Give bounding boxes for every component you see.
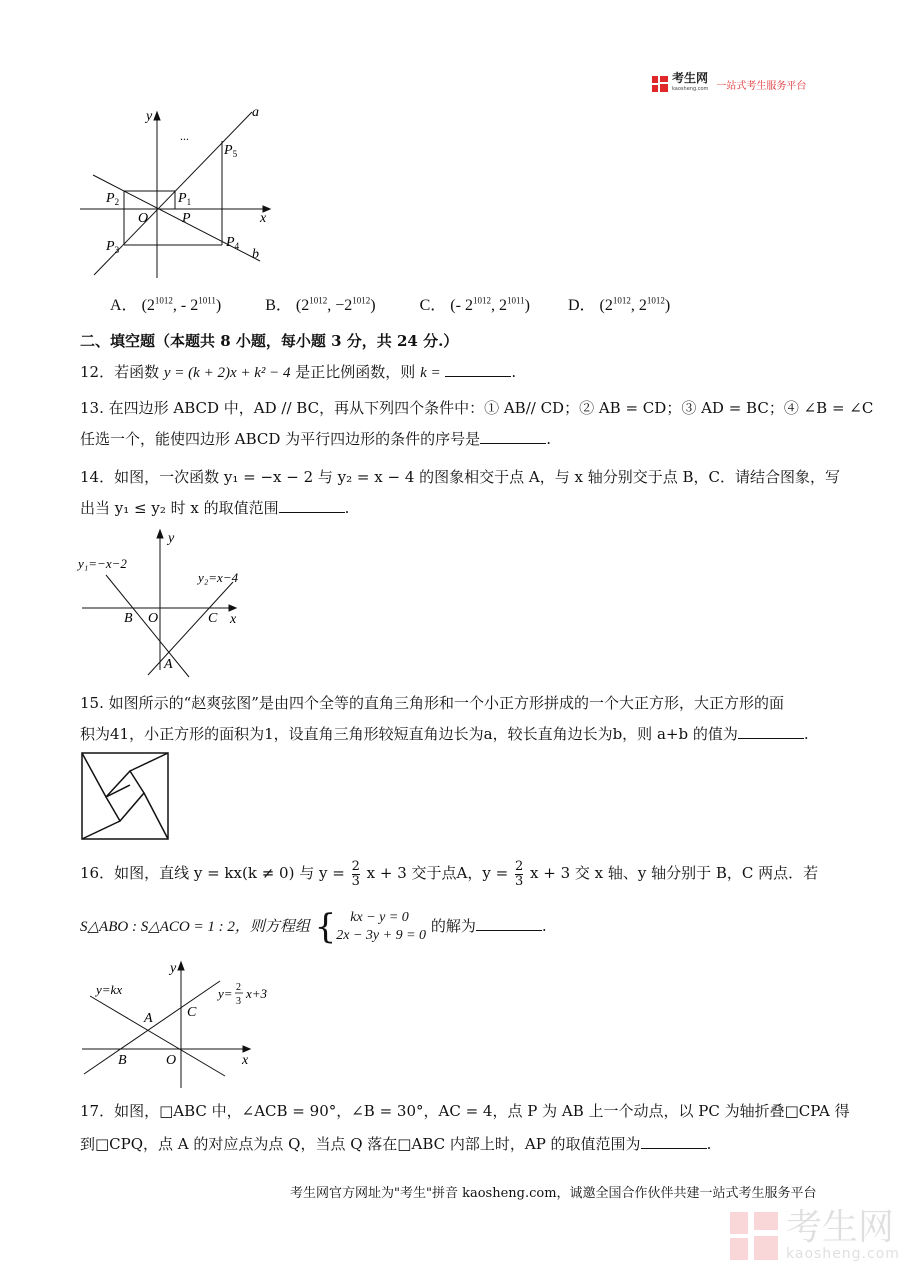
label-eq2: y₂=x−4 bbox=[198, 570, 239, 585]
label-eq2-post: x+3 bbox=[246, 986, 268, 1001]
q17-answer-blank[interactable] bbox=[641, 1134, 707, 1149]
q14-line2: 出当 y₁ ≤ y₂ 时 x 的取值范围 . bbox=[80, 499, 350, 517]
label-P1: $P_1$ bbox=[178, 191, 192, 207]
q11-figure bbox=[70, 100, 290, 280]
q12: 12．若函数 y = (k + 2)x + k² − 4 是正比例函数，则 k = . bbox=[80, 363, 517, 381]
inner-square bbox=[106, 771, 144, 821]
q17-line1: 17．如图，□ABC 中，∠ACB = 90°，∠B = 30°，AC = 4，点 P 为 AB 上一个动点，以 PC 为轴折叠□CPA 得 bbox=[80, 1102, 850, 1120]
label-a: a bbox=[252, 105, 259, 120]
y-axis-arrow bbox=[154, 112, 160, 120]
option-d[interactable]: D． ($2^{1012}$, $2^{1012}$) bbox=[567, 296, 671, 315]
line-y-kx bbox=[90, 996, 225, 1076]
header-slogan: 一站式考生服务平台 bbox=[716, 80, 807, 92]
label-y: y bbox=[146, 109, 153, 124]
logo-domain: kaosheng.com bbox=[672, 86, 709, 92]
label-A: A bbox=[164, 657, 173, 672]
q15-figure bbox=[80, 751, 172, 841]
kaosheng-logo-icon bbox=[652, 76, 668, 92]
option-a[interactable]: A． ($2^{1012}$, - $2^{1011}$) bbox=[110, 296, 222, 315]
label-C: C bbox=[208, 611, 218, 626]
y-axis-arrow bbox=[157, 530, 163, 538]
q14-line1: 14．如图，一次函数 y₁ = −x − 2 与 y₂ = x − 4 的图象相交于点 A，与 x 轴分别交于点 B，C．请结合图象，写 bbox=[80, 468, 840, 486]
q16-line1: 16．如图，直线 y = kx(k ≠ 0) 与 y = $\frac{2}{3}$ x + 3 交于点A，y = $\frac{2}{3}$ x + 3 交 x 轴、y 轴分别于 B，C 两点．若 bbox=[80, 858, 819, 889]
q15-line2: 积为41，小正方形的面积为1，设直角三角形较短直角边长为a，较长直角边长为b，则 a+b 的值为 . bbox=[80, 725, 809, 743]
option-c[interactable]: C． (- $2^{1012}$, $2^{1011}$) bbox=[419, 296, 530, 315]
section2-title: 二、填空题（本题共 8 小题，每小题 3 分，共 24 分.） bbox=[80, 332, 459, 350]
label-x: x bbox=[230, 612, 237, 627]
triangle-edge-2 bbox=[130, 753, 168, 771]
q16-answer-blank[interactable] bbox=[476, 916, 542, 931]
fraction-two-thirds: $\frac{2}{3}$ bbox=[351, 858, 360, 889]
line-y2 bbox=[148, 582, 233, 675]
header-logo bbox=[652, 71, 807, 94]
label-B: B bbox=[118, 1053, 127, 1068]
label-y: y bbox=[168, 531, 175, 546]
line-y1 bbox=[106, 575, 189, 677]
label-eq1: y₁=−x−2 bbox=[78, 556, 127, 571]
triangle-edge-4 bbox=[82, 821, 120, 839]
q14-answer-blank[interactable] bbox=[279, 498, 345, 513]
label-eq2-num: 2 bbox=[236, 982, 241, 993]
label-eq2-den: 3 bbox=[236, 996, 241, 1007]
label-P: P bbox=[182, 211, 191, 226]
label-O: O bbox=[166, 1053, 177, 1068]
label-dots: ... bbox=[180, 129, 189, 143]
logo-name: 考生网 kaosheng.com bbox=[672, 73, 708, 95]
label-y: y bbox=[170, 961, 177, 976]
label-eq1: y=kx bbox=[96, 982, 123, 997]
q12-formula: y = (k + 2)x + k² − 4 bbox=[163, 365, 291, 381]
q13-line2: 任选一个，能使四边形 ABCD 为平行四边形的条件的序号是 . bbox=[80, 430, 551, 448]
x-axis-arrow bbox=[243, 1046, 250, 1052]
q14-figure bbox=[70, 520, 270, 680]
label-A: A bbox=[144, 1011, 153, 1026]
label-x: x bbox=[260, 211, 267, 226]
triangle-edge-1 bbox=[82, 753, 106, 797]
label-B: B bbox=[124, 611, 133, 626]
label-P2: $P_2$ bbox=[106, 191, 120, 207]
label-O: O bbox=[138, 211, 149, 226]
watermark-name: 考生网 bbox=[786, 1207, 895, 1248]
y-axis-arrow bbox=[178, 962, 184, 970]
label-P3: $P_3$ bbox=[106, 239, 120, 255]
q16-figure bbox=[70, 950, 290, 1090]
q12-answer-blank[interactable] bbox=[445, 362, 511, 377]
q13-answer-blank[interactable] bbox=[480, 429, 546, 444]
equation-system: { kx − y = 0 2x − 3y + 9 = 0 bbox=[314, 907, 427, 947]
label-C: C bbox=[187, 1005, 197, 1020]
watermark-domain: kaosheng.com bbox=[786, 1246, 900, 1262]
label-O: O bbox=[148, 611, 159, 626]
x-axis-arrow bbox=[229, 605, 236, 611]
watermark-logo-icon bbox=[730, 1212, 778, 1260]
label-b: b bbox=[252, 247, 259, 262]
outer-square bbox=[82, 753, 168, 839]
label-eq2: y= bbox=[218, 986, 233, 1001]
footer-text: 考生网官方网址为"考生"拼音 kaosheng.com，诚邀全国合作伙伴共建一站式考生服务平台 bbox=[290, 1186, 817, 1201]
q11-options bbox=[110, 290, 670, 317]
fraction-two-thirds-2: $\frac{2}{3}$ bbox=[514, 858, 524, 889]
label-P5: $P_5$ bbox=[224, 143, 238, 159]
q13-line1: 13. 在四边形 ABCD 中，AD // BC，再从下列四个条件中：① AB// CD；② AB = CD；③ AD = BC；④ ∠B = ∠C bbox=[80, 399, 874, 417]
q15-answer-blank[interactable] bbox=[738, 724, 804, 739]
q15-line1: 15. 如图所示的“赵爽弦图”是由四个全等的直角三角形和一个小正方形拼成的一个大正方形，大正方形的面 bbox=[80, 694, 784, 712]
triangle-edge-3 bbox=[144, 793, 168, 839]
label-P4: $P_4$ bbox=[226, 235, 240, 251]
q17-line2: 到□CPQ，点 A 的对应点为点 Q，当点 Q 落在□ABC 内部上时，AP 的取值范围为 . bbox=[80, 1135, 712, 1153]
q16-line2: S△ABO : S△ACO = 1 : 2，则方程组 { kx − y = 0 2x − 3y + 9 = 0 的解为 . bbox=[80, 907, 547, 947]
label-x: x bbox=[242, 1053, 249, 1068]
watermark bbox=[730, 1207, 900, 1262]
option-b[interactable]: B． ($2^{1012}$, $-2^{1012}$) bbox=[265, 296, 376, 315]
